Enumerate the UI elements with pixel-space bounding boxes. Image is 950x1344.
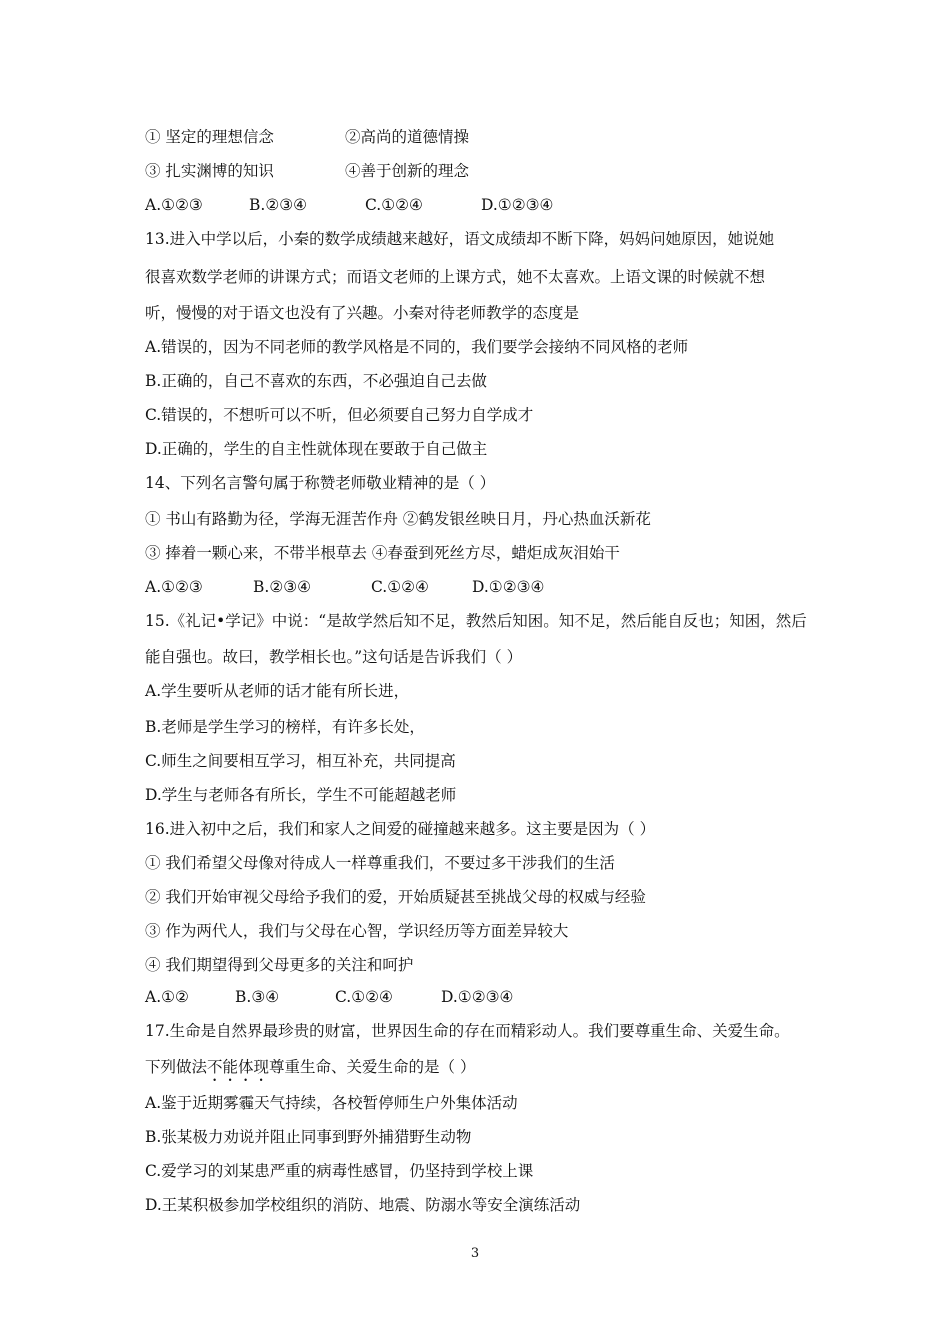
- q13-option-a: A.错误的，因为不同老师的教学风格是不同的，我们要学会接纳不同风格的老师: [145, 338, 689, 356]
- q17-option-c: C.爱学习的刘某患严重的病毒性感冒，仍坚持到学校上课: [145, 1162, 534, 1180]
- q12-option-1: ① 坚定的理想信念: [145, 128, 274, 146]
- q14-options-row1: ① 书山有路勤为径，学海无涯苦作舟 ②鹤发银丝映日月，丹心热血沃新花: [145, 510, 651, 528]
- q17-option-a: A.鉴于近期雾霾天气持续，各校暂停师生户外集体活动: [145, 1094, 518, 1112]
- q17-option-b: B.张某极力劝说并阻止同事到野外捕猎野生动物: [145, 1128, 472, 1146]
- q12-answers: [145, 194, 553, 216]
- q16-option-1: ① 我们希望父母像对待成人一样尊重我们，不要过多干涉我们的生活: [145, 854, 615, 872]
- q12-option-4: ④善于创新的理念: [345, 162, 470, 180]
- q17-stem-suffix: 尊重生命、关爱生命的是（ ）: [269, 1058, 476, 1076]
- q14-answer-c: C.①②④: [371, 578, 429, 596]
- q17-stem-line1: 17.生命是自然界最珍贵的财富，世界因生命的存在而精彩动人。我们要尊重生命、关爱生命。: [145, 1022, 790, 1040]
- q13-stem-line1: 13.进入中学以后，小秦的数学成绩越来越好，语文成绩却不断下降，妈妈问她原因，她说她: [145, 230, 775, 248]
- q12-options-row2: [145, 160, 469, 182]
- q15-stem-line2: 能自强也。故曰，教学相长也。”这句话是告诉我们（ ）: [145, 648, 523, 666]
- q16-answer-a: A.①②: [145, 988, 189, 1006]
- q15-option-c: C.师生之间要相互学习，相互补充，共同提高: [145, 752, 456, 770]
- q17-option-d: D.王某积极参加学校组织的消防、地震、防溺水等安全演练活动: [145, 1196, 581, 1214]
- q16-option-3: ③ 作为两代人，我们与父母在心智，学识经历等方面差异较大: [145, 922, 569, 940]
- q15-stem-line1: 15.《礼记•学记》中说：“是故学然后知不足，教然后知困。知不足，然后能自反也；知困，然后: [145, 612, 807, 630]
- q16-answer-b: B.③④: [235, 988, 280, 1006]
- q16-option-2: ② 我们开始审视父母给予我们的爱，开始质疑甚至挑战父母的权威与经验: [145, 888, 646, 906]
- q13-option-b: B.正确的，自己不喜欢的东西，不必强迫自己去做: [145, 372, 487, 390]
- q13-option-c: C.错误的，不想听可以不听，但必须要自己努力自学成才: [145, 406, 534, 424]
- q16-option-4: ④ 我们期望得到父母更多的关注和呵护: [145, 956, 414, 974]
- q12-option-3: ③ 扎实渊博的知识: [145, 162, 274, 180]
- q14-answers: [145, 576, 544, 598]
- q16-answer-c: C.①②④: [335, 988, 393, 1006]
- q13-stem-line3: 听，慢慢的对于语文也没有了兴趣。小秦对待老师教学的态度是: [145, 304, 580, 322]
- q17-stem-line2: [145, 1056, 475, 1078]
- q15-option-a: A.学生要听从老师的话才能有所长进，: [145, 682, 410, 700]
- q17-stem-prefix: 下列做法: [145, 1058, 208, 1076]
- q16-stem: 16.进入初中之后，我们和家人之间爱的碰撞越来越多。这主要是因为（ ）: [145, 820, 656, 838]
- q16-answer-d: D.①②③④: [441, 988, 514, 1006]
- q14-answer-b: B.②③④: [253, 578, 312, 596]
- q12-option-2: ②高尚的道德情操: [345, 128, 470, 146]
- q12-answer-b: B.②③④: [249, 196, 308, 214]
- q13-stem-line2: 很喜欢数学老师的讲课方式；而语文老师的上课方式，她不太喜欢。上语文课的时候就不想: [145, 268, 766, 286]
- q14-answer-a: A.①②③: [145, 578, 203, 596]
- q12-answer-d: D.①②③④: [481, 196, 554, 214]
- q14-options-row2: ③ 捧着一颗心来，不带半根草去 ④春蚕到死丝方尽，蜡炬成灰泪始干: [145, 544, 620, 562]
- q12-answer-c: C.①②④: [365, 196, 423, 214]
- q16-answers: [145, 986, 513, 1008]
- q15-option-b: B.老师是学生学习的榜样，有许多长处，: [145, 718, 425, 736]
- q15-option-d: D.学生与老师各有所长，学生不可能超越老师: [145, 786, 457, 804]
- q14-answer-d: D.①②③④: [472, 578, 545, 596]
- q14-stem: 14、下列名言警句属于称赞老师敬业精神的是（ ）: [145, 474, 496, 492]
- q13-option-d: D.正确的，学生的自主性就体现在要敢于自己做主: [145, 440, 488, 458]
- q12-answer-a: A.①②③: [145, 196, 203, 214]
- q17-emphasized-phrase: 不能体现: [207, 1058, 270, 1076]
- page-number: 3: [470, 1246, 480, 1261]
- q12-options-row1: [145, 126, 469, 148]
